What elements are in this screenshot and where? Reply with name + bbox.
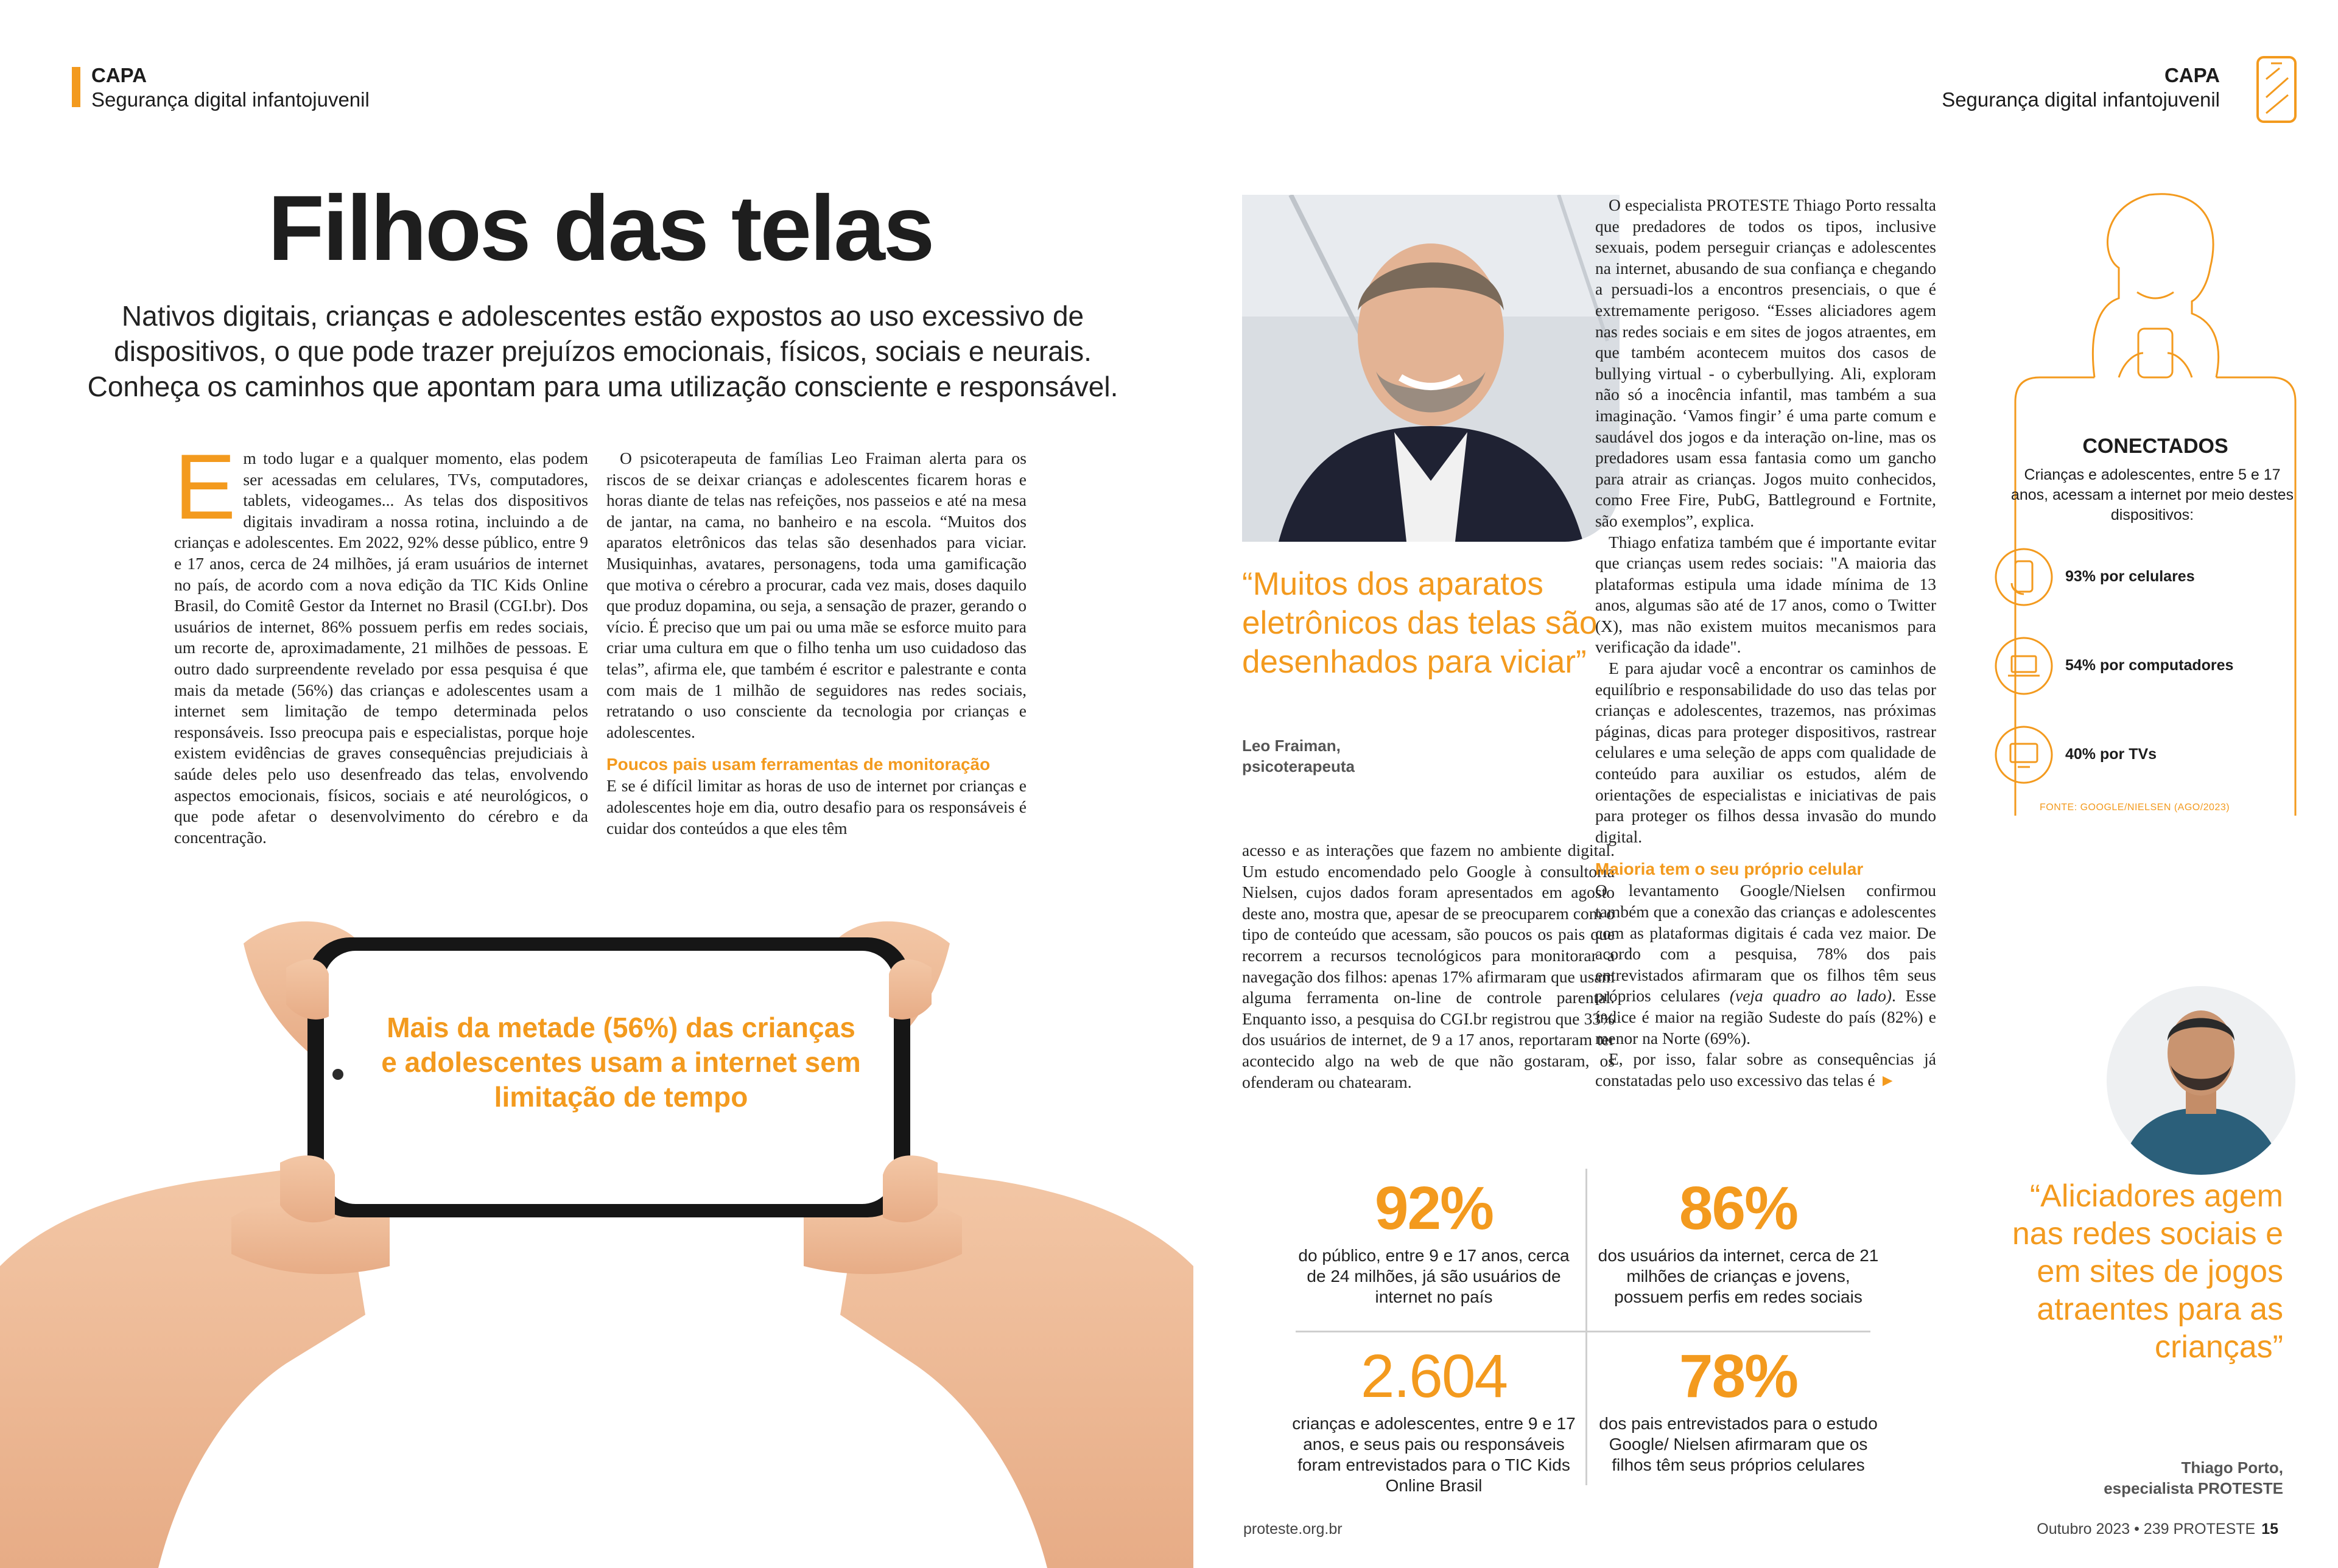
- pull-quote-2: “Aliciadores agem nas redes sociais e em sites de jogos atraentes para as crianças”: [2012, 1178, 2283, 1365]
- infographic-subtitle: Crianças e adolescentes, entre 5 e 17 anos, acessam a internet por meio destes dispositivos:: [2010, 466, 2294, 523]
- hands-holding-phone-illustration: [0, 877, 1193, 1568]
- laptop-icon: [1993, 635, 2054, 696]
- infographic-source: FONTE: GOOGLE/NIELSEN (AGO/2023): [2040, 802, 2230, 813]
- quote-1-role: psicoterapeuta: [1242, 757, 1355, 775]
- header-left: [91, 63, 370, 112]
- col3-paragraph: acesso e as interações que fazem no ambiente digital. Um estudo encomendado pelo Google à consultoria Nielsen, cujos dados foram apresentados em agosto deste ano, mostra que, apesar de se preocuparem com o tipo de conteúdo que acessam, são poucos os pais que recorrem a recursos tecnológicos para monitorar a navegação dos filhos: apenas 17% afirmaram que usam alguma ferramenta on-line de controle parental. Enquanto isso, a pesquisa do CGI.br registrou que 33% dos usuários de internet, de 9 a 17 anos, reportaram ter acontecido algo na web de que não gostaram, os ofenderam ou chatearam.: [1242, 841, 1615, 1091]
- pull-quote-1: “Muitos dos aparatos eletrônicos das telas são desenhados para viciar”: [1242, 566, 1598, 680]
- stat-text: crianças e adolescentes, entre 9 e 17 anos, e seus pais ou responsáveis foram entrevistados para o TIC Kids Online Brasil: [1292, 1414, 1576, 1495]
- stat-box-3: [1291, 1343, 1577, 1496]
- col4-paragraph-4-end: . Esse índice é maior na região Sudeste do país (82%) e menor na Norte (69%).: [1595, 986, 1936, 1048]
- smartphone-icon: [1993, 547, 2054, 607]
- col4-paragraph-4-text: O levantamento Google/Nielsen confirmou também que a conexão das crianças e adolescentes com as plataformas digitais é cada vez maior. De acordo com a pesquisa, 78% dos pais entrevistados afirmaram que os filhos têm seus próprios celulares: [1595, 881, 1936, 1006]
- section-label: CAPA: [91, 64, 147, 86]
- thiago-porto-photo: [2107, 986, 2295, 1175]
- quote-2-attribution: [2009, 1457, 2283, 1499]
- subsection-label: Segurança digital infantojuvenil: [91, 88, 370, 111]
- infographic-title: CONECTADOS: [2082, 435, 2228, 458]
- section-label-right: CAPA: [2164, 64, 2220, 86]
- stat-text: dos pais entrevistados para o estudo Google/ Nielsen afirmaram que os filhos têm seus próprios celulares: [1599, 1414, 1878, 1474]
- stats-divider-vertical: [1585, 1169, 1587, 1485]
- stat-value: 92%: [1374, 1174, 1494, 1242]
- stat-box-4: [1595, 1343, 1881, 1475]
- quote-1-attribution: [1242, 735, 1355, 777]
- body-column-1: [174, 435, 588, 848]
- footer-issue: [2037, 1521, 2278, 1538]
- header-right: [1942, 63, 2220, 112]
- quote-2-role: especialista PROTESTE: [2104, 1479, 2283, 1497]
- quote-2-name: Thiago Porto,: [2181, 1458, 2283, 1477]
- phone-header-icon: [2253, 55, 2301, 125]
- col2-paragraph-1: O psicoterapeuta de famílias Leo Fraiman alerta para os riscos de se deixar crianças e adolescentes ficarem horas e horas diante de telas nas refeições, nos passeios e até na mesa de jantar, na cama, no banheiro e na escola. “Muitos dos aparatos eletrônicos das telas são desenhados para viciar. Musiquinhas, avatares, personagens, toda uma gamificação que motiva o cérebro a procurar, cada vez mais, doses daquilo que produz dopamina, ou seja, a sensação de prazer, gerando o vício. É preciso que um pai ou uma mãe se esforce muito para criar uma cultura em que o filho tenha um uso cuidadoso das telas”, afirma ele, que também é escritor e palestrante e conta com mais de 1 milhão de seguidores nas redes sociais, retratando o uso consciente da tecnologia por crianças e adolescentes.: [606, 449, 1027, 741]
- stat-text: do público, entre 9 e 17 anos, cerca de 24 milhões, já são usuários de internet no país: [1298, 1246, 1570, 1306]
- body-column-4: [1595, 195, 1936, 1091]
- subsection-label-right: Segurança digital infantojuvenil: [1942, 88, 2220, 111]
- body-column-3: [1242, 840, 1615, 1093]
- section-marker: [72, 67, 80, 107]
- stat-box-2: [1595, 1175, 1881, 1307]
- quote-1-name: Leo Fraiman,: [1242, 737, 1341, 755]
- tv-icon: [1993, 724, 2054, 785]
- col4-subheading: Maioria tem o seu próprio celular: [1595, 859, 1864, 879]
- col4-paragraph-4-italic: (veja quadro ao lado): [1729, 986, 1892, 1006]
- body-column-2: [606, 448, 1027, 839]
- col4-paragraph-5: [1595, 1049, 1936, 1091]
- col4-paragraph-3: E para ajudar você a encontrar os caminhos de equilíbrio e responsabilidade do uso das telas por crianças e adolescentes, trazemos, nas próximas páginas, dicas para proteger dispositivos, rastrear celulares e uma seleção de apps com qualidade de conteúdo para auxiliar os estudos, além de orientações de especialistas e iniciativas de pais para proteger os filhos dessa invasão do mundo digital.: [1595, 659, 1936, 846]
- article-title: Filhos das telas: [268, 177, 933, 280]
- col4-paragraph-1: O especialista PROTESTE Thiago Porto ressalta que predadores de todos os tipos, inclusive sexuais, podem perseguir crianças e adolescentes na internet, abusando de sua confiança e chegando a persuadi-los a encontros presenciais, o que é extremamente perigoso. “Esses aliciadores agem nas redes sociais e em sites de jogos atraentes, em que também acontecem muitos dos casos de bullying virtual - o cyberbullying. Ali, exploram não só a inocência infantil, mas também a sua imaginação. ‘Vamos fingir’ é uma parte comum e saudável dos jogos e da interação on-line, mas os predadores usam essa fantasia como um gancho para atrair as crianças. Jogos muito conhecidos, como Free Fire, PubG, Battleground e Fortnite, são exemplos”, explica.: [1595, 195, 1936, 530]
- stat-box-1: [1291, 1175, 1577, 1307]
- phone-callout: Mais da metade (56%) das crianças e adolescentes usam a internet sem limitação de tempo: [381, 1012, 861, 1113]
- col2-paragraph-2: E se é difícil limitar as horas de uso de internet por crianças e adolescentes hoje em dia, outro desafio para os responsáveis é cuidar dos conteúdos a que eles têm: [606, 776, 1027, 838]
- footer-site: proteste.org.br: [1243, 1521, 1343, 1538]
- col2-subheading: Poucos pais usam ferramentas de monitoração: [606, 755, 991, 774]
- dropcap: E: [174, 435, 236, 539]
- footer-issue-text: Outubro 2023 • 239 PROTESTE: [2037, 1521, 2256, 1538]
- col4-paragraph-2: Thiago enfatiza também que é importante evitar que crianças usem redes sociais: "A maioria das plataformas estipula uma idade mínima de 13 anos, algumas são até de 17 anos, como o Twitter (X), mas não existem muitos mecanismos para verificação da idade".: [1595, 532, 1936, 657]
- page-number: 15: [2261, 1521, 2278, 1538]
- stat-value: 86%: [1679, 1174, 1798, 1242]
- col4-paragraph-5-text: E, por isso, falar sobre as consequências já constatadas pelo uso excessivo das telas é: [1595, 1049, 1936, 1090]
- device-stat-tvs: 40% por TVs: [2065, 746, 2157, 763]
- article-deck: Nativos digitais, crianças e adolescentes estão expostos ao uso excessivo de dispositivos, o que pode trazer prejuízos emocionais, físicos, sociais e neurais. Conheça os caminhos que apontam para uma utilização consciente e responsável.: [87, 300, 1118, 402]
- continue-arrow-icon: ►: [1879, 1070, 1896, 1090]
- stat-value: 78%: [1679, 1342, 1798, 1410]
- stats-divider-horizontal: [1296, 1331, 1870, 1332]
- stat-value: 2.604: [1360, 1342, 1508, 1410]
- stat-text: dos usuários da internet, cerca de 21 milhões de crianças e jovens, possuem perfis em redes sociais: [1598, 1246, 1879, 1306]
- leo-fraiman-photo: [1242, 195, 1620, 542]
- device-stat-phones: 93% por celulares: [2065, 568, 2195, 585]
- device-stat-computers: 54% por computadores: [2065, 657, 2234, 674]
- col1-paragraph: m todo lugar e a qualquer momento, elas podem ser acessadas em celulares, TVs, computadores, tablets, videogames... As telas dos dispositivos digitais invadiram a nossa rotina, incluindo a de crianças e adolescentes. Em 2022, 92% desse público, entre 9 e 17 anos, cerca de 24 milhões, já eram usuários de internet no país, de acordo com a nova edição da TIC Kids Online Brasil, do Comitê Gestor da Internet no Brasil (CGI.br). Dos usuários de internet, 86% possuem perfis em redes sociais, um recorte de, aproximadamente, 21 milhões de pessoas. E outro dado surpreendente revelado por essa pesquisa é que mais da metade (56%) das crianças e adolescentes usam a internet sem limitação de tempo determinada pelos responsáveis. Isso preocupa pais e especialistas, porque hoje existem evidências de graves consequências prejudiciais à saúde deles pelo uso desenfreado das telas, envolvendo aspectos emocionais, físicos, sociais e até neurológicos, o que pode afetar o desenvolvimento do cérebro e da concentração.: [174, 449, 588, 847]
- col4-paragraph-4: [1595, 880, 1936, 1049]
